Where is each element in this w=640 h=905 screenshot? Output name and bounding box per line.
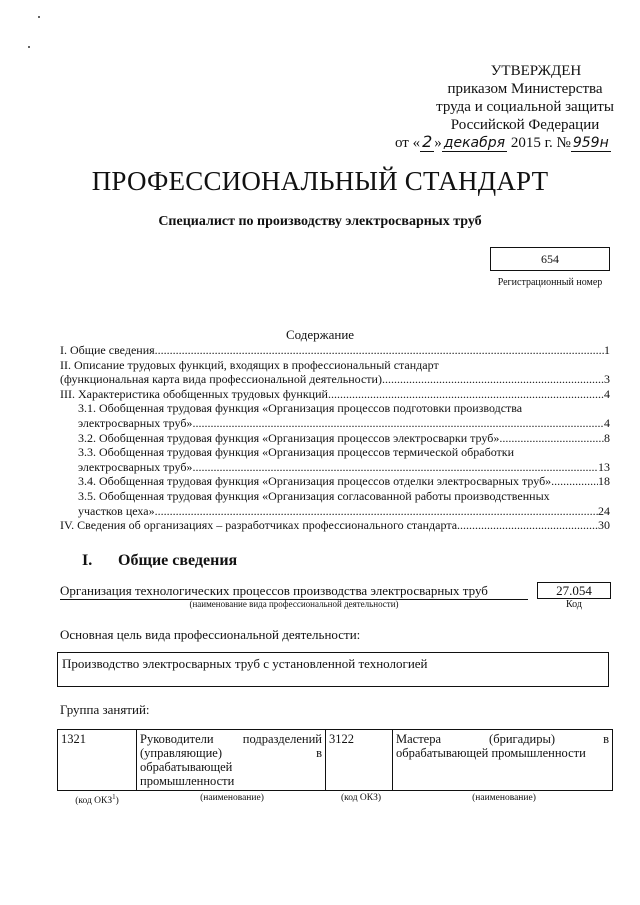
occupation-name-caption: (наименование) (472, 793, 536, 803)
toc-heading: Содержание (285, 327, 355, 342)
occupation-name-cell: Руководители подразделений (управляющие) в обрабатывающей промышленности (137, 730, 326, 791)
registration-number-label: Регистрационный номер (497, 277, 603, 288)
toc-entry[interactable]: 3.2. Обобщенная трудовая функция «Организация процессов электросварки труб» ..... 8 (60, 431, 610, 446)
document-subtitle: Специалист по производству электросварных труб (158, 214, 482, 229)
okz-code-cell: 3122 (326, 730, 393, 791)
toc-entry-text: 3.1. Обобщенная трудовая функция «Организация процессов подготовки производства (78, 401, 523, 416)
scan-speck (28, 46, 30, 48)
toc-entry[interactable]: (функциональная карта вида профессиональной деятельности) ..... 3 (60, 372, 610, 387)
occupation-group-label: Группа занятий: (60, 702, 150, 717)
toc-entry[interactable]: 3.4. Обобщенная трудовая функция «Организация процессов отделки электросварных труб» ..... 18 (60, 474, 610, 489)
registration-number-box: 654 (490, 247, 610, 271)
activity-name: Организация технологических процессов производства электросварных труб (60, 583, 528, 600)
goal-label: Основная цель вида профессиональной деятельности: (60, 627, 361, 642)
handwritten-order-number: 959н (572, 135, 609, 151)
section-title: Общие сведения (118, 552, 238, 569)
occupation-group-table (57, 729, 613, 791)
date-year: 2015 г. № (510, 135, 571, 151)
activity-code-box: 27.054 (537, 582, 611, 599)
handwritten-month: декабря (443, 135, 506, 151)
okz-code-caption: (код ОКЗ) (340, 793, 382, 803)
scan-speck (38, 16, 40, 18)
goal-box: Производство электросварных труб с установленной технологией (57, 652, 609, 687)
approval-line: приказом Министерства (447, 81, 603, 97)
toc-entry[interactable]: IV. Сведения об организациях – разработчиках профессионального стандарта ..... 30 (60, 518, 610, 533)
activity-code-caption: Код (566, 599, 582, 610)
toc-entry[interactable]: электросварных труб» ..... 4 (60, 416, 610, 431)
toc-entry[interactable]: III. Характеристика обобщенных трудовых функций ..... 4 (60, 387, 610, 402)
handwritten-day: 2 (422, 132, 433, 151)
activity-name-caption: (наименование вида профессиональной деятельности) (189, 599, 399, 609)
toc-entry-text: II. Описание трудовых функций, входящих в профессиональный стандарт (60, 357, 439, 372)
document-title: ПРОФЕССИОНАЛЬНЫЙ СТАНДАРТ (91, 166, 549, 196)
occupation-name-caption: (наименование) (200, 793, 264, 803)
okz-code-caption: (код ОКЗ$^1$) (75, 793, 119, 807)
table-row (58, 730, 613, 791)
approval-block (420, 62, 630, 134)
toc-entry-text: 3.3. Обобщенная трудовая функция «Организация процессов термической обработки (78, 445, 515, 460)
date-prefix: от « (395, 135, 421, 151)
section-number: I. (82, 552, 93, 569)
date-quote: » (434, 135, 442, 151)
okz-code-cell: 1321 (58, 730, 137, 791)
table-of-contents (60, 343, 610, 533)
approval-date (395, 132, 611, 152)
occupation-name-cell: Мастера (бригадиры) в обрабатывающей промышленности (393, 730, 613, 791)
approval-line: Российской Федерации (450, 117, 600, 133)
toc-entry[interactable]: I. Общие сведения ..... 1 (60, 343, 610, 358)
toc-entry[interactable]: участков цеха» ..... 24 (60, 504, 610, 519)
toc-entry-text: 3.5. Обобщенная трудовая функция «Организация согласованной работы производственных (78, 488, 550, 503)
toc-entry[interactable]: электросварных труб» ..... 13 (60, 460, 610, 475)
approval-line: труда и социальной защиты (436, 99, 614, 115)
approval-title: УТВЕРЖДЕН (490, 63, 582, 79)
